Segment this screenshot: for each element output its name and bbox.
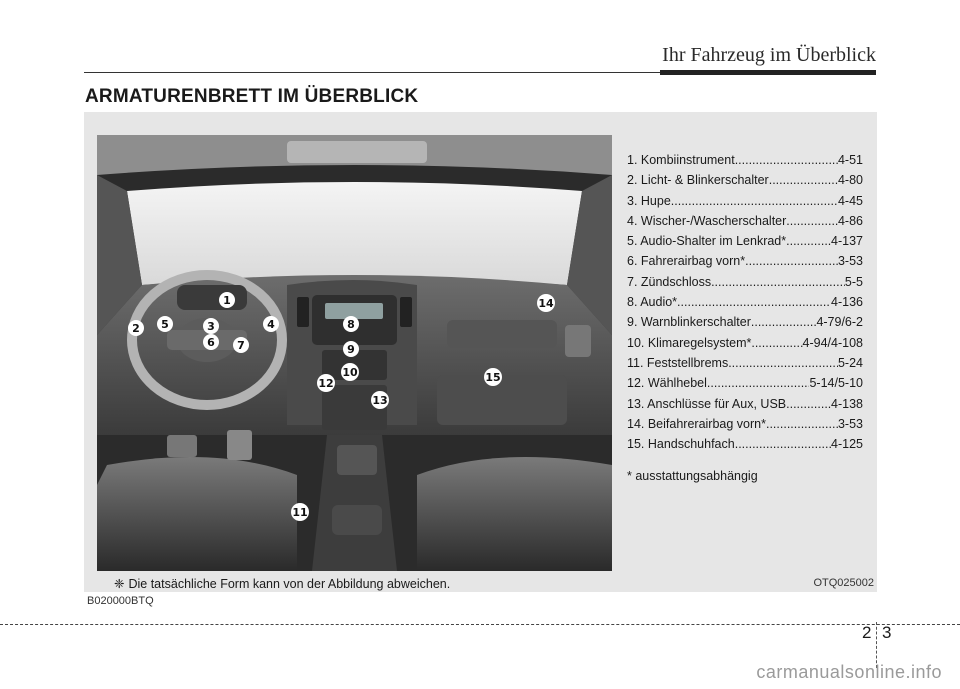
page-number: 3 [882, 623, 892, 642]
svg-text:13: 13 [372, 394, 388, 407]
figure-caption [114, 576, 450, 591]
svg-text:11: 11 [292, 506, 308, 519]
callout-15 [484, 368, 502, 386]
callout-3 [203, 318, 219, 334]
svg-text:7: 7 [237, 339, 245, 352]
legend-item: 5. Audio-Shalter im Lenkrad* ..... 4-137 [627, 231, 863, 251]
legend-item: 1. Kombiinstrument ..... 4-51 [627, 150, 863, 170]
callout-7 [233, 337, 249, 353]
watermark: carmanualsonline.info [756, 662, 942, 682]
legend-item: 11. Feststellbrems ..... 5-24 [627, 353, 863, 373]
svg-text:12: 12 [318, 377, 334, 390]
callout-10 [341, 363, 359, 381]
callout-9 [343, 341, 359, 357]
legend-item: 7. Zündschloss ..... 5-5 [627, 272, 863, 292]
component-legend [627, 150, 863, 487]
svg-text:10: 10 [342, 366, 358, 379]
callout-11 [291, 503, 309, 521]
callout-12 [317, 374, 335, 392]
legend-item: 12. Wählhebel ..... 5-14/5-10 [627, 373, 863, 393]
svg-text:8: 8 [347, 318, 355, 331]
svg-text:4: 4 [267, 318, 275, 331]
svg-text:15: 15 [485, 371, 501, 384]
section-title: ARMATURENBRETT IM ÜBERBLICK [85, 86, 419, 107]
footer-rule [0, 624, 960, 625]
svg-text:9: 9 [347, 343, 355, 356]
legend-item: 13. Anschlüsse für Aux, USB ..... 4-138 [627, 394, 863, 414]
legend-item: 8. Audio* ..... 4-136 [627, 292, 863, 312]
caption-symbol-icon: ❈ [114, 577, 125, 591]
dashboard-drawing [97, 135, 612, 571]
image-code: OTQ025002 [813, 577, 874, 589]
dashboard-illustration [97, 135, 612, 571]
legend-item: 14. Beifahrerairbag vorn* ..... 3-53 [627, 414, 863, 434]
chapter-title: Ihr Fahrzeug im Überblick [662, 44, 876, 66]
callout-14 [537, 294, 555, 312]
header-rule-accent [660, 70, 876, 75]
legend-item: 15. Handschuhfach ..... 4-125 [627, 434, 863, 454]
legend-item: 9. Warnblinkerschalter ..... 4-79/6-2 [627, 312, 863, 332]
caption-text: Die tatsächliche Form kann von der Abbildung abweichen. [128, 577, 451, 591]
legend-item: 10. Klimaregelsystem* ..... 4-94/4-108 [627, 333, 863, 353]
callout-2 [128, 320, 144, 336]
svg-text:2: 2 [132, 322, 140, 335]
callout-13 [371, 391, 389, 409]
svg-text:5: 5 [161, 318, 169, 331]
legend-item: 6. Fahrerairbag vorn* ..... 3-53 [627, 251, 863, 271]
callout-1 [219, 292, 235, 308]
svg-text:1: 1 [223, 294, 231, 307]
chapter-number: 2 [862, 623, 872, 642]
legend-item: 3. Hupe ..... 4-45 [627, 191, 863, 211]
svg-text:6: 6 [207, 336, 215, 349]
section-code: B020000BTQ [87, 595, 154, 607]
callout-8 [343, 316, 359, 332]
legend-item: 2. Licht- & Blinkerschalter ..... 4-80 [627, 170, 863, 190]
legend-item: 4. Wischer-/Wascherschalter ..... 4-86 [627, 211, 863, 231]
callout-5 [157, 316, 173, 332]
svg-text:14: 14 [538, 297, 554, 310]
callout-6 [203, 334, 219, 350]
svg-text:3: 3 [207, 320, 215, 333]
legend-footnote: * ausstattungsabhängig [627, 469, 758, 484]
callout-4 [263, 316, 279, 332]
